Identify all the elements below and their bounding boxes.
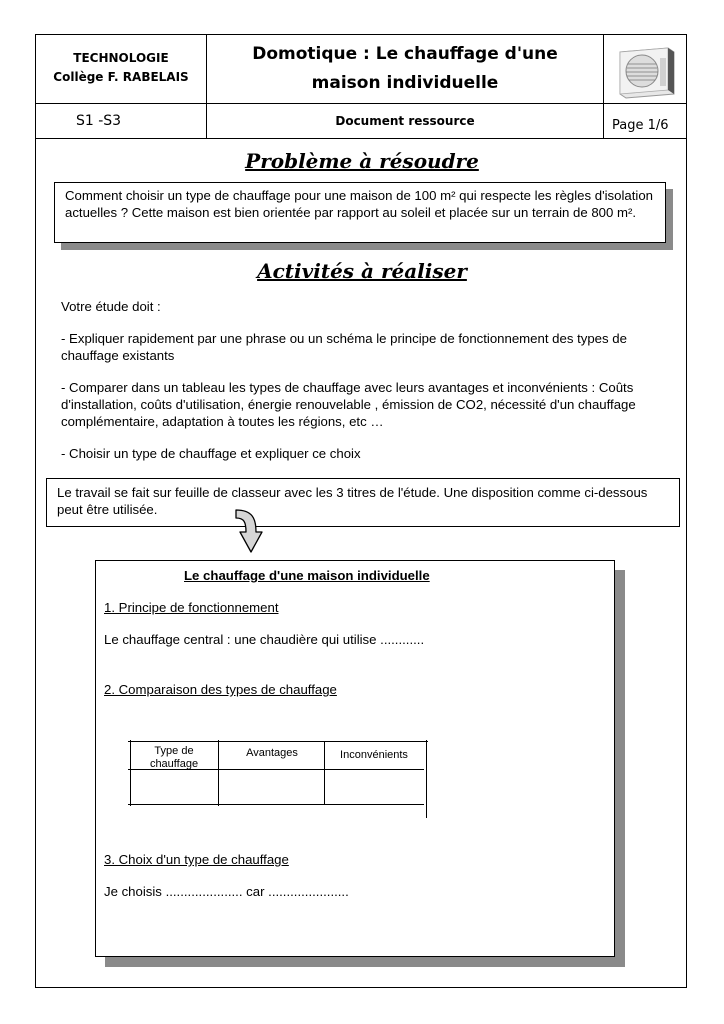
activity-item: - Expliquer rapidement par une phrase ou un schéma le principe de fonctionnement des types de chauffage existants — [61, 331, 627, 363]
table-col-line — [218, 740, 219, 806]
table-row-line — [128, 741, 428, 742]
note-text: Le travail se fait sur feuille de classeur avec les 3 titres de l'étude. Une disposition comme ci-dessous peut être utilisée. — [57, 485, 648, 517]
table-col-line — [426, 740, 427, 818]
curved-arrow-down-icon — [232, 508, 268, 556]
note-box — [46, 478, 680, 527]
page-number: Page 1/6 — [612, 118, 669, 133]
activity-item: - Choisir un type de chauffage et expliquer ce choix — [61, 446, 361, 461]
table-col-line — [324, 742, 325, 804]
title-line-2: maison individuelle — [311, 73, 499, 93]
problem-text: Comment choisir un type de chauffage pour une maison de 100 m² qui respecte les règles d'isolation actuelles ? Cette maison est bien orientée par rapport au soleil et placée sur un terrain de 800 m². — [65, 188, 653, 220]
header-bottom-line — [36, 138, 686, 139]
sheet-section-1: 1. Principe de fonctionnement — [104, 600, 279, 615]
table-row-line — [128, 804, 424, 805]
example-sheet — [95, 560, 615, 957]
activities-heading: Activités à réaliser — [257, 259, 467, 283]
sheet-section-3-text: Je choisis ..................... car ...................... — [104, 884, 349, 899]
sheet-section-2: 2. Comparaison des types de chauffage — [104, 682, 337, 697]
school-block — [36, 34, 206, 104]
document-title — [207, 40, 603, 98]
activities-list — [61, 298, 661, 462]
problem-heading: Problème à résoudre — [245, 149, 479, 173]
comparison-table — [128, 740, 428, 818]
heat-pump-unit-icon — [614, 44, 678, 100]
problem-box — [54, 182, 666, 243]
table-col-line — [130, 740, 131, 806]
activity-item: - Comparer dans un tableau les types de chauffage avec leurs avantages et inconvénients : Coûts d'installation, coûts d'utilisation, énergie renouvelable , émission de CO2, nécessité d'un chauffage complémentaire, adaptation à toutes les régions, etc … — [61, 380, 636, 429]
table-header-advantages: Avantages — [246, 747, 298, 759]
school-name: Collège F. RABELAIS — [53, 70, 189, 84]
header-col-divider-2 — [603, 35, 604, 138]
school-subject: TECHNOLOGIE — [73, 51, 169, 65]
document-type: Document ressource — [335, 114, 475, 128]
class-level: S1 -S3 — [76, 113, 122, 129]
title-line-1: Domotique : Le chauffage d'une — [252, 44, 558, 64]
sheet-section-1-text: Le chauffage central : une chaudière qui utilise ............ — [104, 632, 425, 647]
sheet-title: Le chauffage d'une maison individuelle — [184, 568, 430, 583]
sheet-section-3: 3. Choix d'un type de chauffage — [104, 852, 289, 867]
table-header-disadvantages: Inconvénients — [340, 749, 408, 761]
activities-intro: Votre étude doit : — [61, 299, 161, 314]
table-header-type: Type de chauffage — [149, 745, 199, 770]
